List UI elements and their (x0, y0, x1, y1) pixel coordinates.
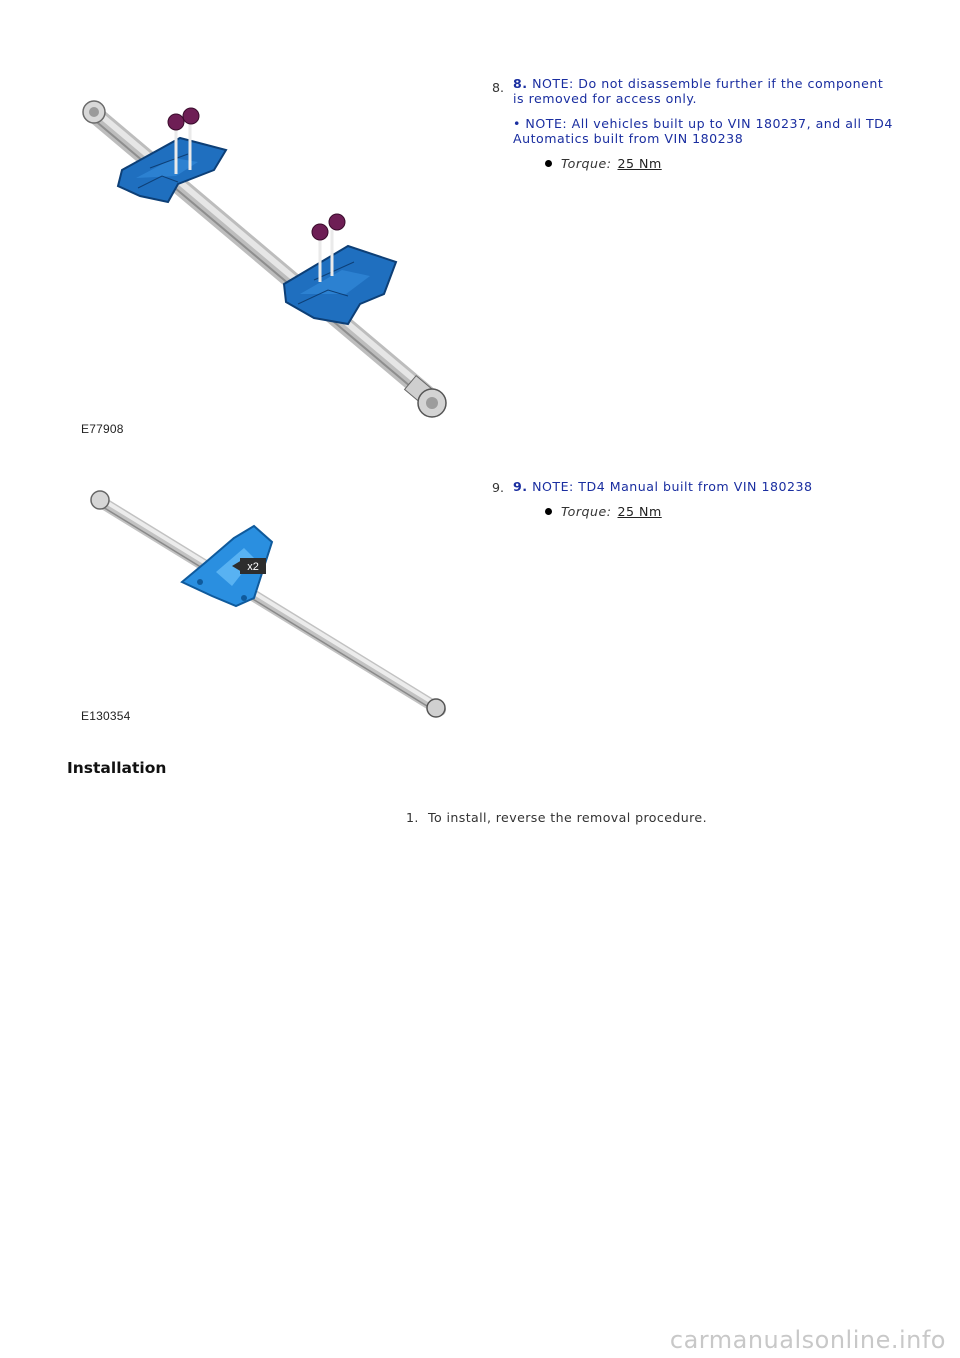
step-number: 8. (492, 80, 505, 95)
step-note-text: NOTE: TD4 Manual built from VIN 180238 (532, 479, 813, 494)
propshaft (91, 491, 445, 717)
step-number: 1. (406, 810, 419, 825)
propshaft-bracket-illustration (84, 486, 456, 722)
step-9 (513, 479, 893, 519)
torque-label: Torque: (561, 504, 612, 519)
installation-step (406, 810, 707, 825)
step-8 (513, 76, 893, 171)
propshaft (83, 101, 446, 417)
bullet-icon (545, 508, 552, 515)
torque-label: Torque: (561, 156, 612, 171)
step-note-secondary: • NOTE: All vehicles built up to VIN 180237, and all TD4 Automatics built from VIN 180238 (513, 116, 893, 146)
callout-text: x2 (247, 561, 259, 573)
heat-shield-lower (284, 246, 396, 324)
step-bold-number: 8. (513, 76, 528, 91)
step-bold-number: 9. (513, 479, 528, 494)
step-text: To install, reverse the removal procedure. (428, 810, 707, 825)
torque-row (513, 156, 893, 171)
figure-label: E77908 (81, 422, 124, 436)
step-note (513, 76, 893, 106)
torque-value[interactable]: 25 Nm (617, 504, 662, 519)
figure-label: E130354 (81, 709, 131, 723)
torque-value[interactable]: 25 Nm (617, 156, 662, 171)
step-note (513, 479, 893, 494)
propshaft-heat-shield-illustration (78, 98, 456, 428)
section-heading: Installation (67, 759, 167, 777)
step-number: 9. (492, 480, 505, 495)
bullet-icon (545, 160, 552, 167)
step-note-text: NOTE: Do not disassemble further if the component is removed for access only. (513, 76, 884, 106)
watermark[interactable]: carmanualsonline.info (669, 1326, 946, 1354)
torque-row (513, 504, 893, 519)
